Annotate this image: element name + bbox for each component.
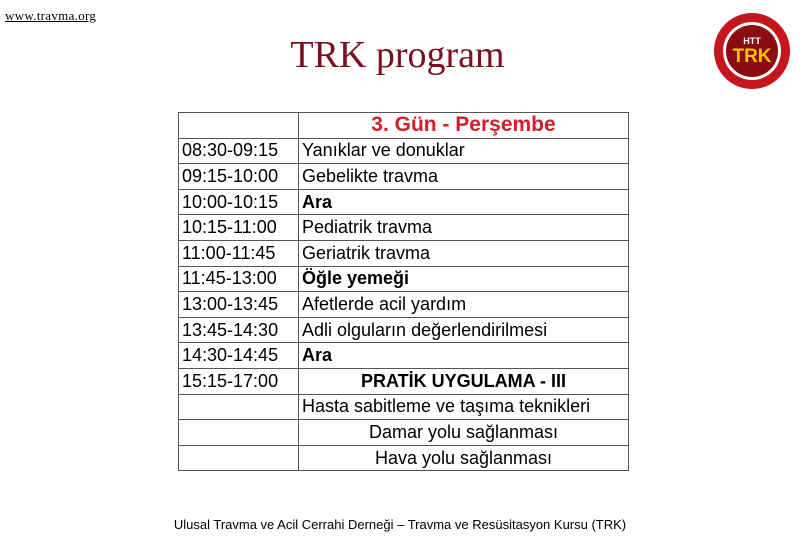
table-row: [179, 240, 629, 266]
activity-cell: Afetlerde acil yardım: [299, 292, 629, 318]
time-cell: 15:15-17:00: [179, 368, 299, 394]
time-cell: 10:00-10:15: [179, 189, 299, 215]
schedule-heading-row: [179, 113, 629, 139]
activity-cell: Gebelikte travma: [299, 164, 629, 190]
time-cell: [179, 394, 299, 420]
time-cell: [179, 420, 299, 446]
activity-cell: Damar yolu sağlanması: [299, 420, 629, 446]
table-row: [179, 394, 629, 420]
logo-top-text: HTT: [743, 36, 761, 46]
activity-cell: Adli olguların değerlendirilmesi: [299, 317, 629, 343]
site-link[interactable]: www.travma.org: [5, 8, 97, 23]
logo-center-text: TRK: [732, 46, 772, 67]
activity-cell: Ara: [299, 343, 629, 369]
time-cell: 11:00-11:45: [179, 240, 299, 266]
time-cell: 13:45-14:30: [179, 317, 299, 343]
activity-cell: Hava yolu sağlanması: [299, 445, 629, 471]
time-cell: 14:30-14:45: [179, 343, 299, 369]
day-heading: 3. Gün - Perşembe: [299, 113, 629, 139]
trk-logo: [713, 12, 791, 90]
table-row: [179, 343, 629, 369]
time-cell: 13:00-13:45: [179, 292, 299, 318]
table-row: [179, 215, 629, 241]
time-cell: 10:15-11:00: [179, 215, 299, 241]
time-cell: [179, 445, 299, 471]
table-row: [179, 368, 629, 394]
activity-cell: PRATİK UYGULAMA - III: [299, 368, 629, 394]
page-title: TRK program: [290, 34, 505, 76]
activity-cell: Öğle yemeği: [299, 266, 629, 292]
time-cell: 08:30-09:15: [179, 138, 299, 164]
time-cell: 11:45-13:00: [179, 266, 299, 292]
activity-cell: Geriatrik travma: [299, 240, 629, 266]
table-row: [179, 164, 629, 190]
activity-cell: Yanıklar ve donuklar: [299, 138, 629, 164]
time-cell: 09:15-10:00: [179, 164, 299, 190]
table-row: [179, 138, 629, 164]
table-row: [179, 189, 629, 215]
table-row: [179, 445, 629, 471]
table-row: [179, 420, 629, 446]
table-row: [179, 266, 629, 292]
activity-cell: Hasta sabitleme ve taşıma teknikleri: [299, 394, 629, 420]
schedule-heading-time: [179, 113, 299, 139]
activity-cell: Pediatrik travma: [299, 215, 629, 241]
table-row: [179, 317, 629, 343]
table-row: [179, 292, 629, 318]
footer-text: Ulusal Travma ve Acil Cerrahi Derneği – Travma ve Resüsitasyon Kursu (TRK): [173, 517, 627, 532]
schedule-table: [178, 112, 629, 471]
activity-cell: Ara: [299, 189, 629, 215]
